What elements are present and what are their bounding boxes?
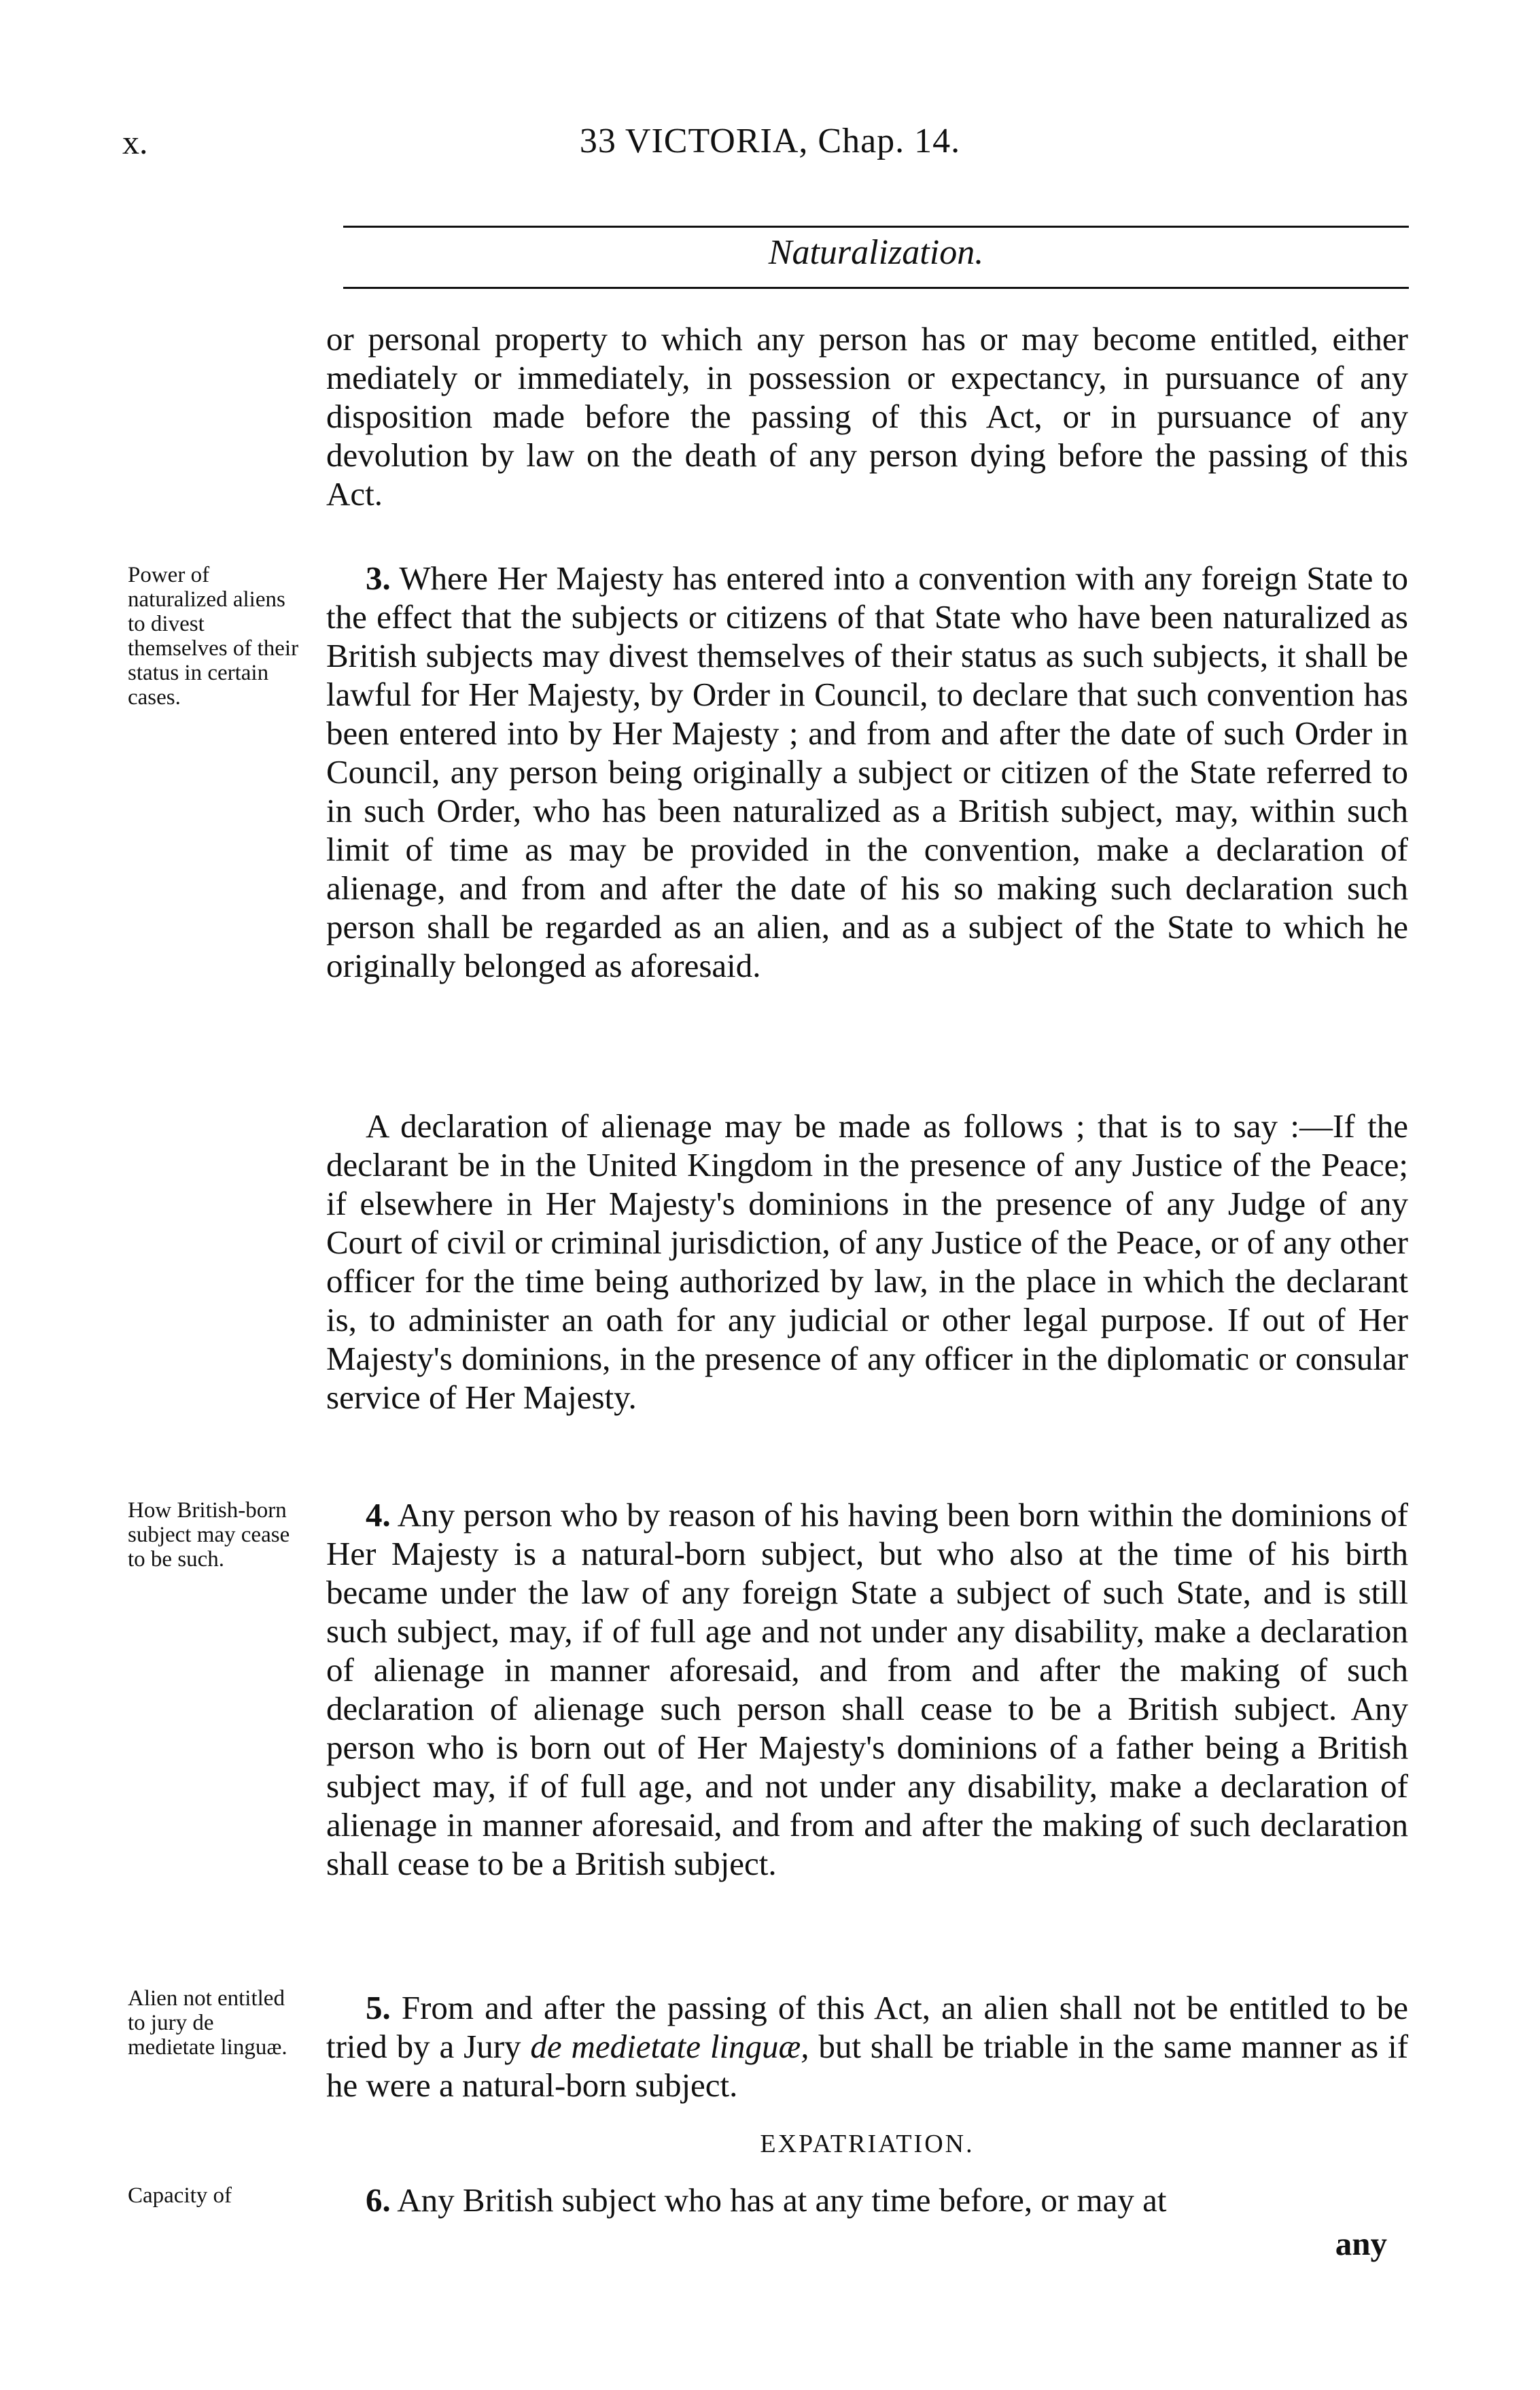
section-3-paragraph [326,559,1408,985]
margin-note-section-5: Alien not entitled to jury de medietate linguæ. [128,1986,287,2060]
margin-note-section-4: How British-born subject may cease to be such. [128,1498,290,1572]
section-heading-expatriation: EXPATRIATION. [760,2130,975,2158]
declaration-paragraph: A declaration of alienage may be made as follows ; that is to say :—If the declarant be in the United Kingdom in the presence of any Justice of the Peace; if elsewhere in Her Majesty's dominions in the presence of any Judge of any Court of civil or criminal jurisdiction, of any Justice of the Peace, or of any other officer for the time being authorized by law, in the place in which the declarant is, to administer an oath for any judicial or other legal purpose. If out of Her Majesty's dominions, in the presence of any officer in the diplomatic or consular service of Her Majesty. [326,1107,1408,1416]
header-rule-bottom [343,287,1409,289]
margin-note-section-3: Power of naturalized aliens to divest themselves of their status in certain cases. [128,563,299,710]
section-text: Any British subject who has at any time before, or may at [397,2181,1167,2219]
page-folio: x. [122,123,148,161]
running-head: 33 VICTORIA, Chap. 14. [579,122,961,160]
margin-note-section-6: Capacity of [128,2183,232,2208]
section-text-b: but shall be triable in the same manner as if he were a natural-born subject. [326,2028,1409,2104]
header-rule-top [343,226,1409,228]
section-text-italic: de medietate linguæ, [530,2028,809,2065]
section-number: 6. [366,2181,391,2219]
section-number: 3. [366,559,391,597]
section-text-a: From and after the passing of this Act, an alien shall not be entitled to be tried by a Jury [326,1989,1408,2065]
section-number: 4. [366,1496,391,1534]
section-4-paragraph [326,1495,1408,1883]
section-text: Where Her Majesty has entered into a convention with any foreign State to the effect that the subjects or citizens of that State who have been naturalized as British subjects may divest themselves of their status as such subjects, it shall be lawful for Her Majesty, by Order in Council, to declare that such convention has been entered into by Her Majesty ; and from and after the date of such Order in Council, any person being originally a subject or citizen of the State referred to in such Order, who has been naturalized as a British subject, may, within such limit of time as may be provided in the convention, make a declaration of alienage, and from and after the date of his so making such declaration such person shall be regarded as an alien, and as a subject of the State to which he originally belonged as aforesaid. [326,559,1408,984]
catchword: any [1335,2225,1387,2262]
paragraph-continuation: or personal property to which any person has or may become entitled, either mediately or immediately, in possession or expectancy, in pursuance of any disposition made before the passing of this Act, or in pursuance of any devolution by law on the death of any person dying before the passing of this Act. [326,320,1408,513]
section-6-paragraph [326,2181,1408,2219]
page-subtitle: Naturalization. [768,233,984,272]
section-number: 5. [366,1989,391,2026]
section-text: Any person who by reason of his having been born within the dominions of Her Majesty is a natural-born subject, but who also at the time of his birth became under the law of any foreign State a subject of such State, and is still such subject, may, if of full age and not under any disability, make a declaration of alienage in manner aforesaid, and from and after the making of such declaration of alienage such person shall cease to be a British subject. Any person who is born out of Her Majesty's dominions of a father being a British subject may, if of full age, and not under any disability, make a declaration of alienage in manner aforesaid, and from and after the making of such declaration shall cease to be a British subject. [326,1496,1408,1882]
section-5-paragraph [326,1988,1408,2105]
